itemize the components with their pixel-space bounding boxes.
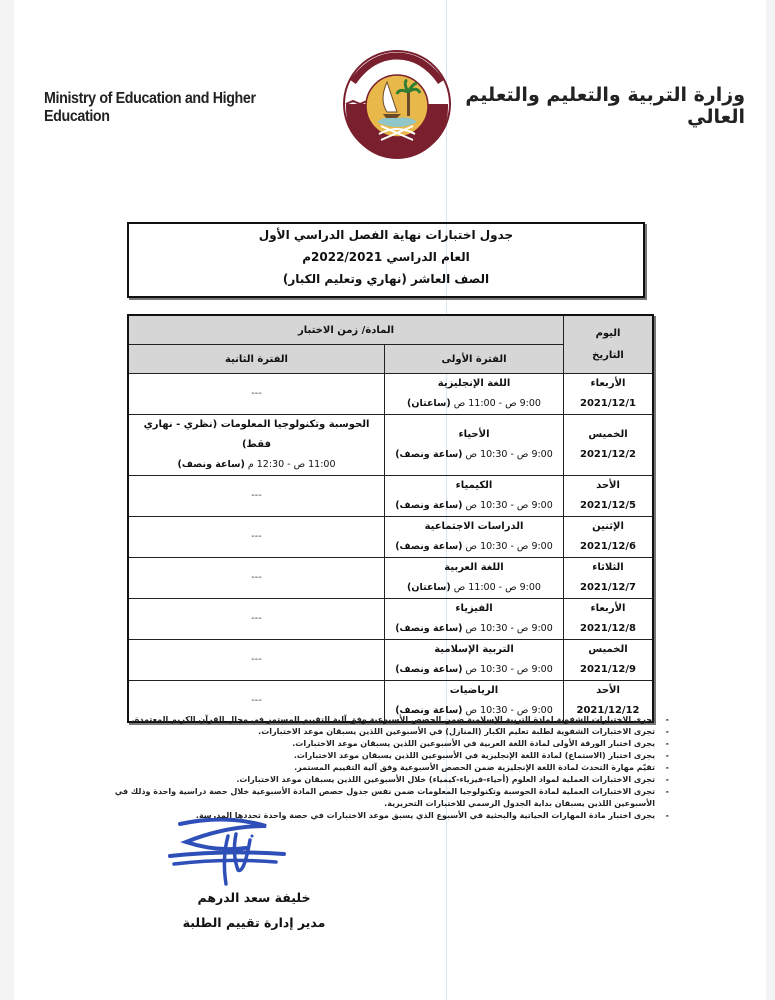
period2-cell [128,374,385,415]
signatory-name: خليفة سعد الدرهم [197,890,311,905]
note-item: - يجرى اختبار (الاستماع) لمادة اللغة الإنجليزية في الأسبوعين اللذين يسبقان موعد الاختبارات. [109,750,669,762]
period1-header: الفترة الأولى [385,345,564,374]
period1-time-range: 9:00 ص - 11:00 ص [453,398,541,409]
period1-time [389,537,559,557]
signature-scribble [166,818,286,890]
subject-time-header: المادة/ زمن الاختبار [128,315,564,345]
period1-time-range: 9:00 ص - 10:30 ص [465,664,553,675]
period1-duration: (ساعة ونصف) [395,541,463,552]
academic-year: العام الدراسي 2022/2021م [302,250,470,264]
note-item: - تجرى الاختبارات العملية لمواد العلوم (أحياء-فيزياء-كيمياء) خلال الأسبوعين اللذين يسبقان موعد الاختبارات. [109,774,669,786]
exam-date: 2021/12/8 [579,623,636,634]
period2-cell [128,517,385,558]
period1-time-range: 9:00 ص - 10:30 ص [465,500,553,511]
table-row [128,517,653,558]
table-row [128,640,653,681]
period1-subject: الرياضيات [449,685,499,696]
period1-cell [385,640,564,681]
day-name: الأحد [596,480,620,491]
period1-time [389,619,559,639]
period1-time [389,496,559,516]
period1-subject: الفيزياء [455,603,493,614]
qatar-emblem-icon [341,48,453,160]
schedule-title: جدول اختبارات نهاية الفصل الدراسي الأول [258,228,514,242]
note-item: - يجرى اختبار مادة المهارات الحياتية والبحثية في الأسبوع الذي يسبق موعد الاختبارات في حصة واحدة تحددها المدرسة. [109,810,669,822]
note-item: - تجرى الاختبارات العملية لمادة الحوسبة وتكنولوجيا المعلومات ضمن نفس جدول حصص المادة الأسبوعية خلال حصة دراسية واحدة وذلك في الأسبوعين اللذين يسبقان بداية الجدول الرسمي للاختبارات التحريرية. [109,786,669,810]
ministry-name-arabic: وزارة التربية والتعليم والتعليم العالي [465,84,745,128]
period1-cell [385,374,564,415]
period1-cell [385,517,564,558]
ministry-name-english: Ministry of Education and Higher Education [44,90,256,125]
period1-cell [385,558,564,599]
note-item: - تقيّم مهارة التحدث لمادة اللغة الإنجليزية ضمن الحصص الأسبوعية وفق آلية التقييم المستمر. [109,762,669,774]
table-row [128,415,653,476]
period1-time-range: 9:00 ص - 10:30 ص [465,623,553,634]
day-cell [564,517,654,558]
note-item: - تجرى الاختبارات الشفوية لمادة التربية الإسلامية ضمن الحصص الأسبوعية وفق آلية التقييم المستمر في مجال القرآن الكريم المعتمدة. [109,714,669,726]
period1-subject: اللغة الإنجليزية [437,378,511,389]
day-name: الأربعاء [590,603,626,614]
period1-time-range: 9:00 ص - 10:30 ص [465,705,553,716]
exam-schedule-table [127,314,654,723]
period1-time [389,578,559,598]
period2-header: الفترة الثانية [128,345,385,374]
table-row [128,374,653,415]
table-header-row [128,315,653,345]
period1-duration: (ساعة ونصف) [395,449,463,460]
day-name: الثلاثاء [592,562,624,573]
grade-label: الصف العاشر (نهاري وتعليم الكبار) [282,272,490,286]
day-name: الأربعاء [590,378,626,389]
period2-empty: --- [251,531,262,542]
period1-cell [385,415,564,476]
period2-time-range: 11:00 ص - 12:30 م [247,459,336,470]
period2-cell [128,476,385,517]
period1-time [389,660,559,680]
day-name: الأحد [596,685,620,696]
period2-time [133,455,380,475]
table-row [128,476,653,517]
period1-subject: الكيمياء [455,480,493,491]
period2-duration: (ساعة ونصف) [177,459,245,470]
note-item: - يجرى اختبار الورقة الأولى لمادة اللغة العربية في الأسبوعين اللذين يسبقان موعد الاختبارات. [109,738,669,750]
period2-cell [128,599,385,640]
notes-list [109,714,669,822]
period1-subject: التربية الإسلامية [434,644,514,655]
day-cell [564,415,654,476]
day-name: الخميس [588,429,628,440]
period2-subject: الحوسبة وتكنولوجيا المعلومات (نظري - نهاري فقط) [143,419,370,450]
period2-empty: --- [251,490,262,501]
period2-empty: --- [251,388,262,399]
exam-date: 2021/12/6 [579,541,636,552]
day-name: الخميس [588,644,628,655]
day-cell [564,640,654,681]
period1-duration: (ساعة ونصف) [395,705,463,716]
period1-time-range: 9:00 ص - 10:30 ص [465,541,553,552]
day-cell [564,599,654,640]
period1-time-range: 9:00 ص - 10:30 ص [465,449,553,460]
period2-empty: --- [251,654,262,665]
exam-date: 2021/12/2 [579,449,636,460]
day-cell [564,476,654,517]
table-row [128,558,653,599]
exam-date: 2021/12/5 [579,500,636,511]
day-header: اليوم [595,327,621,339]
schedule-title-box [127,222,645,298]
signatory-title: مدير إدارة تقييم الطلبة [182,915,326,930]
period1-duration: (ساعة ونصف) [395,664,463,675]
date-header: التاريخ [592,349,624,361]
day-date-header [564,315,654,374]
period1-cell [385,476,564,517]
day-cell [564,558,654,599]
table-row [128,599,653,640]
exam-date: 2021/12/9 [579,664,636,675]
period1-cell [385,599,564,640]
document-page [14,0,766,1000]
period1-time [389,394,559,414]
day-name: الإثنين [592,521,624,532]
period2-cell [128,558,385,599]
period2-empty: --- [251,613,262,624]
exam-date: 2021/12/7 [579,582,636,593]
period2-cell [128,415,385,476]
period1-duration: (ساعة ونصف) [395,623,463,634]
period2-cell [128,640,385,681]
period1-subject: الأحياء [458,429,490,440]
period2-empty: --- [251,695,262,706]
period1-duration: (ساعة ونصف) [395,500,463,511]
period1-time-range: 9:00 ص - 11:00 ص [453,582,541,593]
period1-duration: (ساعتان) [407,398,451,409]
period1-subject: الدراسات الاجتماعية [424,521,524,532]
exam-date: 2021/12/12 [576,705,640,716]
period2-empty: --- [251,572,262,583]
period1-duration: (ساعتان) [407,582,451,593]
period1-time [389,445,559,465]
note-item: - تجرى الاختبارات الشفوية لطلبة تعليم الكبار (المنازل) في الأسبوعين اللذين يسبقان موعد الاختبارات. [109,726,669,738]
period1-subject: اللغة العربية [444,562,504,573]
day-cell [564,374,654,415]
exam-date: 2021/12/1 [579,398,636,409]
